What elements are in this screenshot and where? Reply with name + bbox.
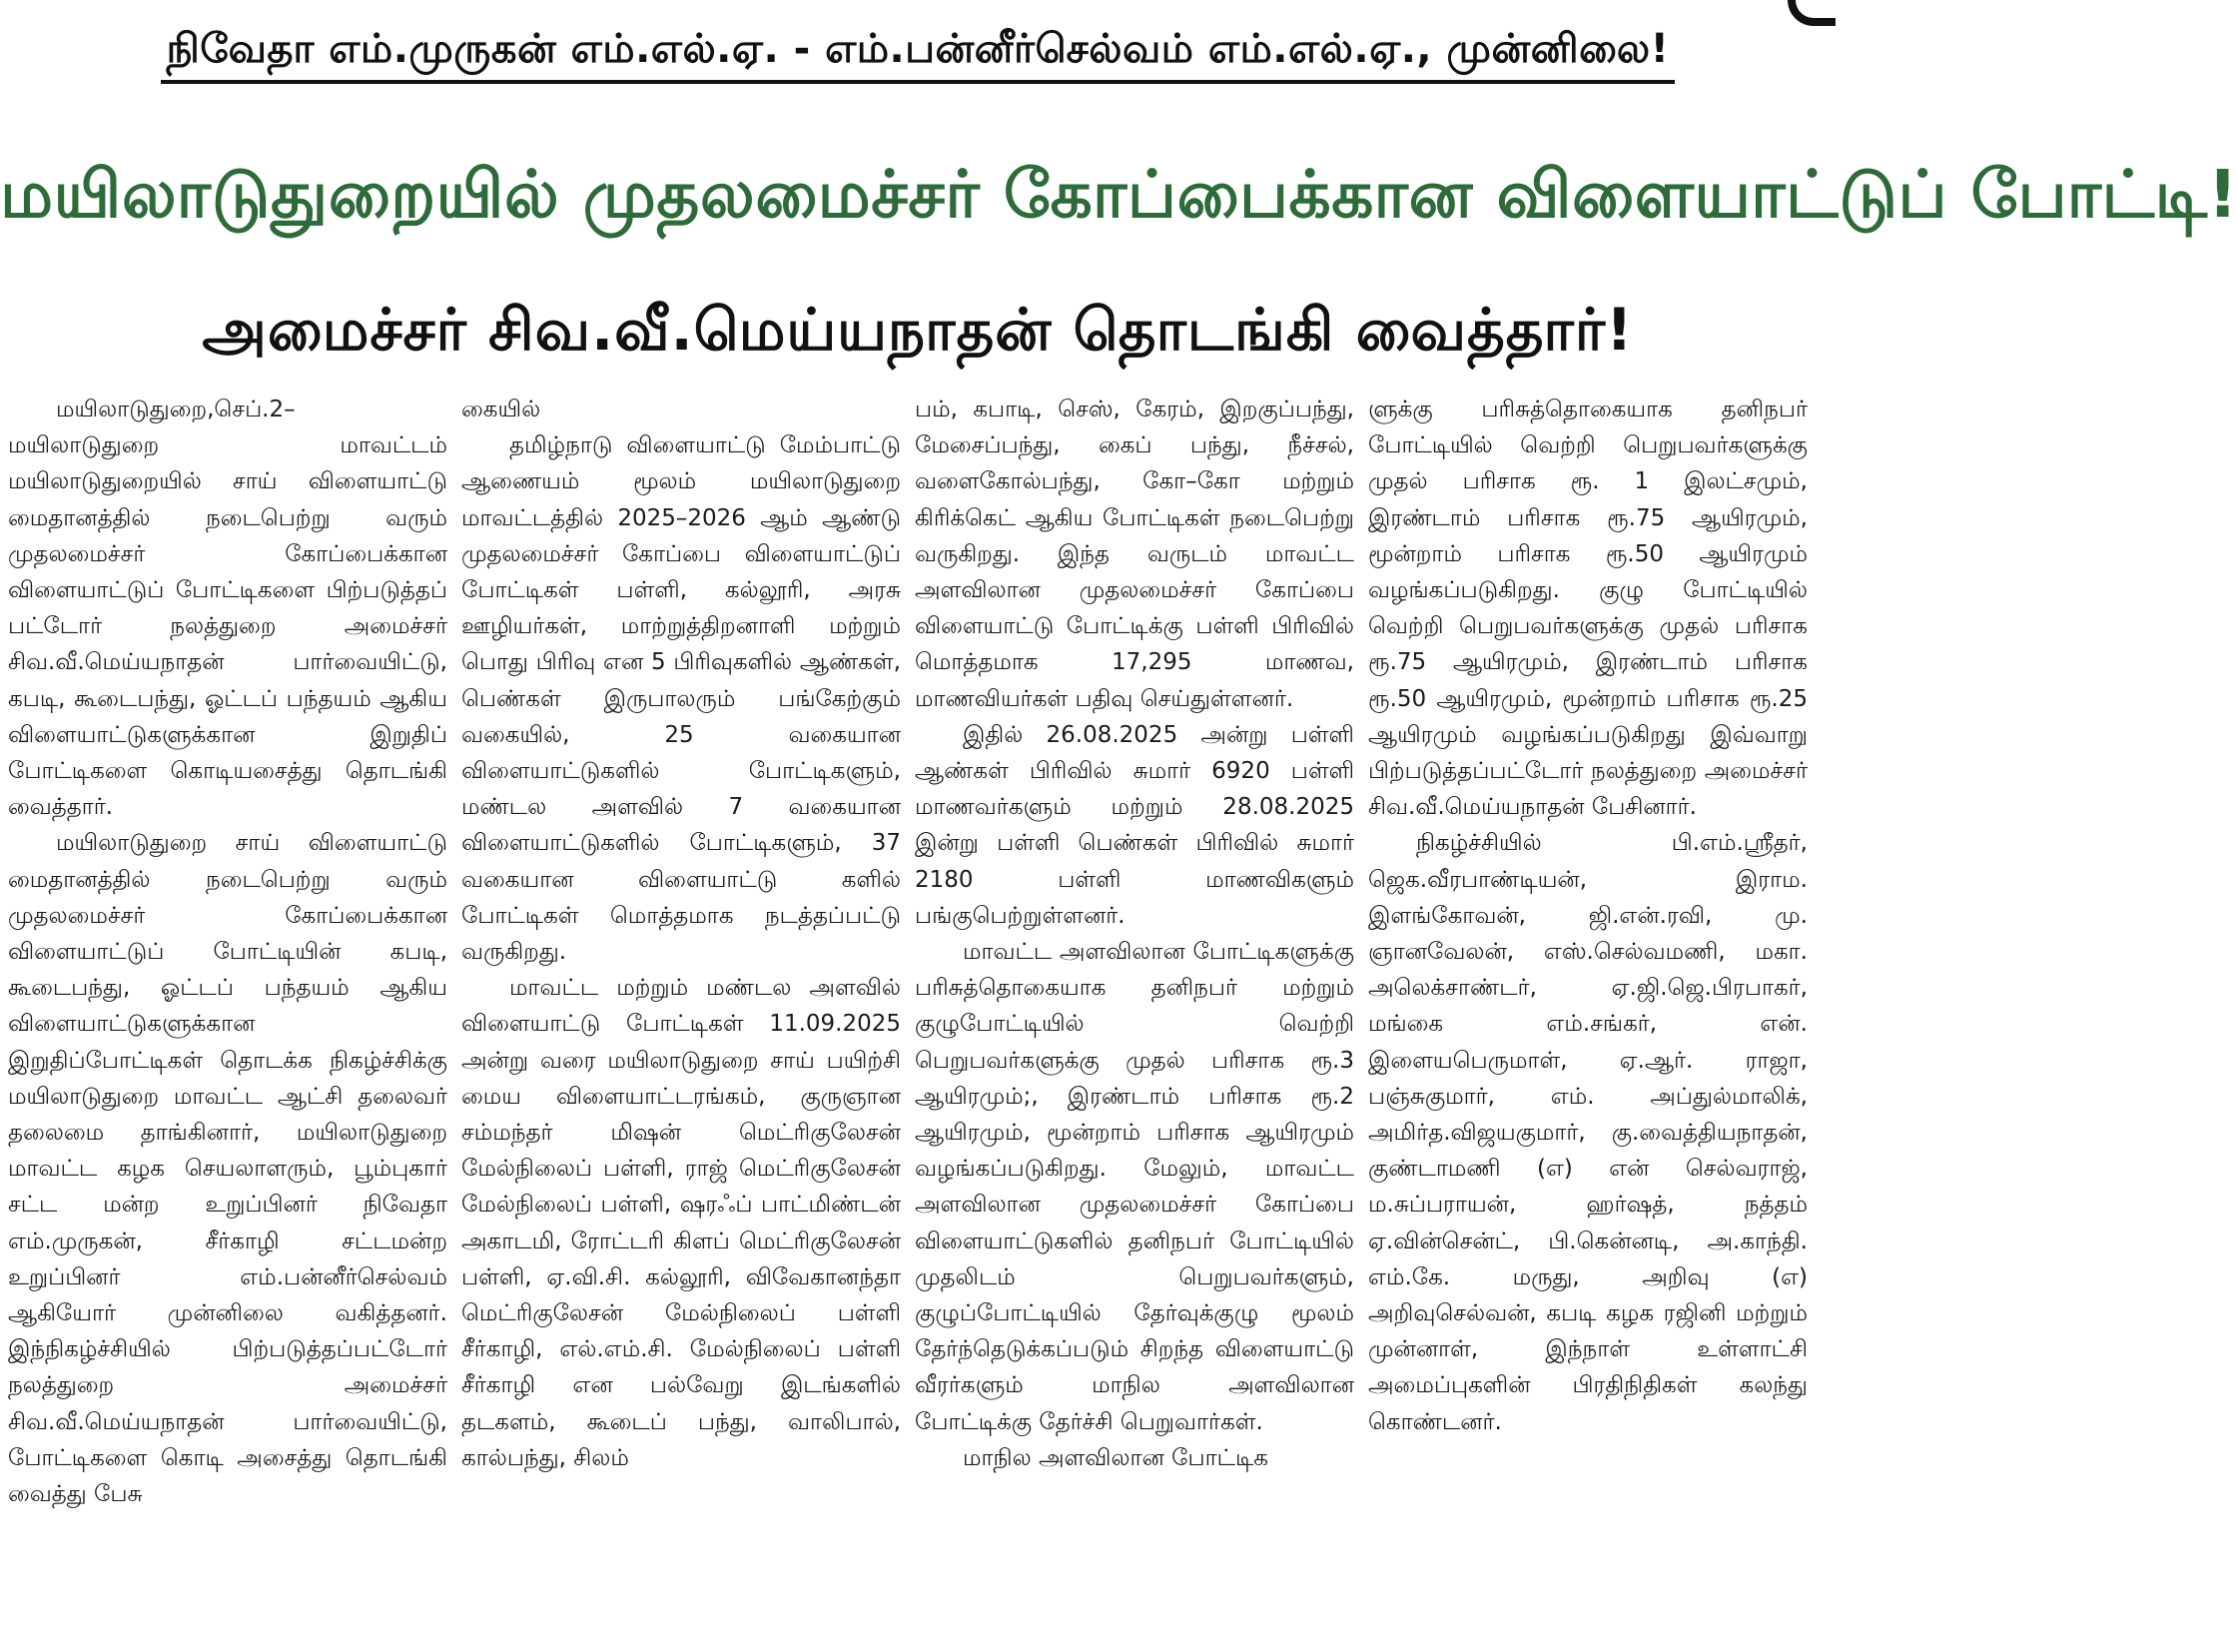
article-paragraph: மாநில அளவிலான போட்டிக bbox=[963, 1444, 1268, 1471]
subheadline: அமைச்சர் சிவ.வீ.மெய்யநாதன் தொடங்கி வைத்தார்! bbox=[202, 296, 1634, 364]
article-body bbox=[8, 392, 1828, 1645]
headline: மயிலாடுதுறையில் முதலமைச்சர் கோப்பைக்கான விளையாட்டுப் போட்டி! bbox=[0, 156, 2238, 233]
article-paragraph: தமிழ்நாடு விளையாட்டு மேம்பாட்டு ஆணையம் மூலம் மயிலாடுதுறை மாவட்டத்தில் 2025–2026 ஆம் ஆண்டு முதலமைச்சர் கோப்பை விளையாட்டுப் போட்டிகள் பள்ளி, கல்லூரி, அரசு ஊழியர்கள், மாற்றுத்திறனாளி மற்றும் பொது பிரிவு என 5 பிரிவுகளில் ஆண்கள், பெண்கள் இருபாலரும் பங்கேற்கும் வகையில், 25 வகையான விளையாட்டுகளில் போட்டிகளும், மண்டல அளவில் 7 வகையான விளையாட்டுகளில் போட்டிகளும், 37 வகையான விளையாட்டு களில் போட்டிகள் மொத்தமாக நடத்தப்பட்டு வருகிறது. bbox=[461, 432, 901, 966]
article-paragraph: மயிலாடுதுறை,செப்.2– மயிலாடுதுறை மாவட்டம் மயிலாடுதுறையில் சாய் விளையாட்டு மைதானத்தில் நடைபெற்று வரும் முதலமைச்சர் கோப்பைக்கான விளையாட்டுப் போட்டிகளை பிற்படுத்தப் பட்டோர் நலத்துறை அமைச்சர் சிவ.வீ.மெய்யநாதன் பார்வையிட்டு, கபடி, கூடைபந்து, ஓட்டப் பந்தயம் ஆகிய விளையாட்டுகளுக்கான இறுதிப் போட்டிகளை கொடியசைத்து தொடங்கி வைத்தார். bbox=[8, 397, 447, 821]
article-paragraph: மயிலாடுதுறை சாய் விளையாட்டு மைதானத்தில் நடைபெற்று வரும் முதலமைச்சர் கோப்பைக்கான விளையாட்டுப் போட்டியின் கபடி, கூடைபந்து, ஓட்டப் பந்தயம் ஆகிய விளையாட்டுகளுக்கான இறுதிப்போட்டிகள் தொடக்க நிகழ்ச்சிக்கு மயிலாடுதுறை மாவட்ட ஆட்சி தலைவர் தலைமை தாங்கினார், மயிலாடுதுறை மாவட்ட கழக செயலாளரும், பூம்புகார் சட்ட மன்ற உறுப்பினர் நிவேதா எம்.முருகன், சீர்காழி சட்டமன்ற உறுப்பினர் எம்.பன்னீர்செல்வம் ஆகியோர் முன்னிலை வகித்தனர். இந்நிகழ்ச்சியில் பிற்படுத்தப்பட்டோர் நலத்துறை அமைச்சர் சிவ.வீ.மெய்யநாதன் பார்வையிட்டு, போட்டிகளை கொடி அசைத்து தொடங்கி வைத்து பேசு bbox=[8, 830, 447, 1508]
article-column-2 bbox=[461, 392, 901, 1645]
article-paragraph: பம், கபாடி, செஸ், கேரம், இறகுப்பந்து, மேசைப்பந்து, கைப் பந்து, நீச்சல், வளைகோல்பந்து, கோ–கோ மற்றும் கிரிக்கெட் ஆகிய போட்டிகள் நடைபெற்று வருகிறது. இந்த வருடம் மாவட்ட அளவிலான முதலமைச்சர் கோப்பை விளையாட்டு போட்டிக்கு பள்ளி பிரிவில் மொத்தமாக 17,295 மாணவ, மாணவியர்கள் பதிவு செய்துள்ளனர். bbox=[915, 397, 1354, 712]
article-paragraph: மாவட்ட மற்றும் மண்டல அளவில் விளையாட்டு போட்டிகள் 11.09.2025 அன்று வரை மயிலாடுதுறை சாய் பயிற்சி மைய விளையாட்டரங்கம், குருஞான சம்மந்தர் மிஷன் மெட்ரிகுலேசன் மேல்நிலைப் பள்ளி, ராஜ் மெட்ரிகுலேசன் மேல்நிலைப் பள்ளி, ஷரஃப் பாட்மிண்டன் அகாடமி, ரோட்டரி கிளப் மெட்ரிகுலேசன் பள்ளி, ஏ.வி.சி. கல்லூரி, விவேகானந்தா மெட்ரிகுலேசன் மேல்நிலைப் பள்ளி சீர்காழி, எல்.எம்.சி. மேல்நிலைப் பள்ளி சீர்காழி என பல்வேறு இடங்களில் தடகளம், கூடைப் பந்து, வாலிபால், கால்பந்து, சிலம் bbox=[461, 975, 901, 1471]
article-paragraph: இதில் 26.08.2025 அன்று பள்ளி ஆண்கள் பிரிவில் சுமார் 6920 பள்ளி மாணவர்களும் மற்றும் 28.08.2025 இன்று பள்ளி பெண்கள் பிரிவில் சுமார் 2180 பள்ளி மாணவிகளும் பங்குபெற்றுள்ளனர். bbox=[915, 721, 1354, 929]
article-column-1 bbox=[8, 392, 447, 1645]
article-paragraph: ளுக்கு பரிசுத்தொகையாக தனிநபர் போட்டியில் வெற்றி பெறுபவர்களுக்கு முதல் பரிசாக ரூ. 1 இலட்சமும், இரண்டாம் பரிசாக ரூ.75 ஆயிரமும், மூன்றாம் பரிசாக ரூ.50 ஆயிரமும் வழங்கப்படுகிறது. குழு போட்டியில் வெற்றி பெறுபவர்களுக்கு முதல் பரிசாக ரூ.75 ஆயிரமும், இரண்டாம் பரிசாக ரூ.50 ஆயிரமும், மூன்றாம் பரிசாக ரூ.25 ஆயிரமும் வழங்கப்படுகிறது இவ்வாறு பிற்படுத்தப்பட்டோர் நலத்துறை அமைச்சர் சிவ.வீ.மெய்யநாதன் பேசினார். bbox=[1368, 397, 1808, 821]
kicker-text: நிவேதா எம்.முருகன் எம்.எல்.ஏ. - எம்.பன்னீர்செல்வம் எம்.எல்.ஏ., முன்னிலை! bbox=[161, 18, 1676, 84]
kicker-line bbox=[0, 18, 1836, 98]
article-column-3 bbox=[915, 392, 1354, 1645]
article-paragraph: மாவட்ட அளவிலான போட்டிகளுக்கு பரிசுத்தொகையாக தனிநபர் மற்றும் குழுபோட்டியில் வெற்றி பெறுபவர்களுக்கு முதல் பரிசாக ரூ.3 ஆயிரமும்;, இரண்டாம் பரிசாக ரூ.2 ஆயிரமும், மூன்றாம் பரிசாக ஆயிரமும் வழங்கப்படுகிறது. மேலும், மாவட்ட அளவிலான முதலமைச்சர் கோப்பை விளையாட்டுகளில் தனிநபர் போட்டியில் முதலிடம் பெறுபவர்களும், குழுப்போட்டியில் தேர்வுக்குழு மூலம் தேர்ந்தெடுக்கப்படும் சிறந்த விளையாட்டு வீரர்களும் மாநில அளவிலான போட்டிக்கு தேர்ச்சி பெறுவார்கள். bbox=[915, 939, 1354, 1435]
article-paragraph: நிகழ்ச்சியில் பி.எம்.ஸ்ரீதர், ஜெக.வீரபாண்டியன், இராம. இளங்கோவன், ஜி.என்.ரவி, மு. ஞானவேலன், எஸ்.செல்வமணி, மகா. அலெக்சாண்டர், ஏ.ஜி.ஜெ.பிரபாகர், மங்கை எம்.சங்கர், என். இளையபெருமாள், ஏ.ஆர். ராஜா, பஞ்சுகுமார், எம். அப்துல்மாலிக், அமிர்த.விஜயகுமார், கு.வைத்தியநாதன், குண்டாமணி (எ) என் செல்வராஜ், ம.சுப்பராயன், ஹர்ஷத், நத்தம் ஏ.வின்சென்ட், பி.கென்னடி, அ.காந்தி. எம்.கே. மருது, அறிவு (எ) அறிவுசெல்வன், கபடி கழக ரஜினி மற்றும் முன்னாள், இந்நாள் உள்ளாட்சி அமைப்புகளின் பிரதிநிதிகள் கலந்து கொண்டனர். bbox=[1368, 830, 1808, 1435]
article-paragraph: கையில் bbox=[461, 397, 541, 422]
article-column-4 bbox=[1368, 392, 1808, 1645]
